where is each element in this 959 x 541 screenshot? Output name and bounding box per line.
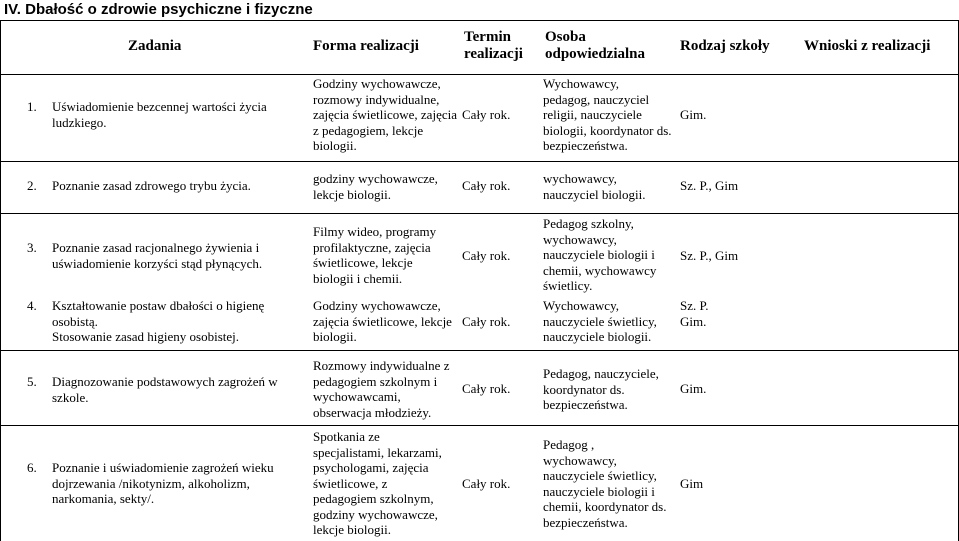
cell-zadania bbox=[52, 178, 251, 194]
row-divider bbox=[0, 213, 959, 214]
cell-forma bbox=[313, 171, 438, 202]
cell-line: koordynator ds. bbox=[543, 381, 625, 397]
cell-line: lekcje biologii. bbox=[313, 522, 391, 537]
cell-line: godziny wychowawcze, bbox=[313, 506, 438, 522]
cell-line: chemii, wychowawcy bbox=[543, 262, 657, 278]
cell-line: bezpieczeństwa. bbox=[543, 514, 628, 530]
cell-line: świetlicowe, lekcje bbox=[313, 255, 413, 270]
cell-osoba bbox=[543, 171, 646, 202]
cell-line: Sz. P., Gim bbox=[680, 248, 739, 263]
cell-rodzaj bbox=[680, 381, 706, 397]
header-bottom-border bbox=[0, 74, 959, 75]
cell-line: Godziny wychowawcze, bbox=[313, 76, 441, 91]
cell-line: Gim. bbox=[680, 381, 707, 396]
cell-line: dojrzewania /nikotynizm, alkoholizm, bbox=[52, 475, 250, 491]
cell-line: Gim. bbox=[680, 107, 707, 122]
cell-line: nauczyciele biologii i bbox=[543, 483, 655, 499]
cell-line: świetlicy. bbox=[543, 278, 593, 293]
cell-termin: Cały rok. bbox=[462, 476, 511, 491]
cell-zadania bbox=[52, 460, 274, 507]
row-divider bbox=[0, 425, 959, 426]
cell-line: Wychowawcy, bbox=[543, 298, 619, 313]
cell-line: obserwacja młodzieży. bbox=[313, 404, 432, 420]
cell-line: bezpieczeństwa. bbox=[543, 397, 628, 412]
cell-line: Rozmowy indywidualne z bbox=[313, 358, 450, 373]
cell-line: Poznanie zasad racjonalnego żywienia i bbox=[52, 240, 260, 255]
cell-line: z pedagogiem, lekcje bbox=[313, 122, 424, 138]
header-termin-line: Termin bbox=[464, 29, 511, 45]
header-osoba-odpowiedzialna bbox=[545, 29, 645, 63]
row-divider bbox=[0, 161, 959, 162]
cell-line: biologii. bbox=[313, 138, 357, 153]
cell-line: Diagnozowanie podstawowych zagrożeń w bbox=[52, 374, 278, 389]
cell-line: pedagog, nauczyciel bbox=[543, 91, 650, 107]
table-left-border bbox=[0, 20, 1, 541]
cell-termin: Cały rok. bbox=[462, 107, 511, 122]
cell-line: Sz. P. bbox=[680, 298, 709, 313]
cell-line: Filmy wideo, programy bbox=[313, 224, 437, 239]
header-termin bbox=[464, 29, 523, 63]
cell-termin: Cały rok. bbox=[462, 248, 511, 263]
cell-zadania bbox=[52, 240, 262, 271]
cell-osoba bbox=[543, 437, 666, 530]
cell-line: nauczyciel biologii. bbox=[543, 186, 646, 202]
cell-line: Pedagog , bbox=[543, 437, 595, 452]
row-number: 4. bbox=[27, 298, 37, 313]
cell-line: wychowawcy, bbox=[543, 452, 617, 468]
cell-line: Gim. bbox=[680, 313, 707, 329]
cell-line: biologii. bbox=[313, 329, 357, 344]
cell-zadania bbox=[52, 99, 267, 130]
cell-line: Wychowawcy, bbox=[543, 76, 619, 91]
row-number: 6. bbox=[27, 460, 37, 475]
cell-line: nauczyciele biologii i bbox=[543, 247, 655, 262]
header-zadania: Zadania bbox=[128, 38, 182, 54]
cell-line: Spotkania ze bbox=[313, 429, 380, 444]
cell-line: wychowawcy, bbox=[543, 171, 617, 186]
cell-osoba bbox=[543, 366, 659, 413]
cell-line: pedagogiem szkolnym, bbox=[313, 491, 434, 506]
cell-line: Pedagog szkolny, bbox=[543, 216, 634, 231]
cell-zadania bbox=[52, 374, 278, 405]
cell-rodzaj bbox=[680, 476, 703, 492]
cell-forma bbox=[313, 76, 457, 154]
cell-rodzaj bbox=[680, 298, 709, 329]
cell-line: wychowawcami, bbox=[313, 389, 401, 404]
cell-line: biologii, koordynator ds. bbox=[543, 122, 672, 138]
cell-line: Stosowanie zasad higieny osobistej. bbox=[52, 329, 240, 344]
cell-line: pedagogiem szkolnym i bbox=[313, 373, 438, 389]
header-rodzaj-szkoly: Rodzaj szkoły bbox=[680, 38, 770, 54]
cell-line: wychowawcy, bbox=[543, 231, 617, 247]
cell-line: zajęcia świetlicowe, lekcje bbox=[313, 313, 452, 329]
row-number: 3. bbox=[27, 240, 37, 255]
cell-line: nauczyciele biologii. bbox=[543, 329, 652, 344]
cell-line: specjalistami, lekarzami, bbox=[313, 444, 442, 460]
cell-termin: Cały rok. bbox=[462, 381, 511, 396]
cell-line: Poznanie zasad zdrowego trybu życia. bbox=[52, 178, 251, 193]
cell-line: szkole. bbox=[52, 389, 89, 405]
cell-forma bbox=[313, 358, 449, 420]
cell-forma bbox=[313, 298, 452, 345]
cell-forma bbox=[313, 429, 442, 538]
section-title: IV. Dbałość o zdrowie psychiczne i fizyczne bbox=[4, 1, 313, 18]
cell-line: świetlicowe, z bbox=[313, 475, 388, 491]
cell-line: chemii, koordynator ds. bbox=[543, 499, 667, 514]
header-osoba-line: Osoba bbox=[545, 29, 586, 45]
cell-line: Uświadomienie bezcennej wartości życia bbox=[52, 99, 267, 114]
cell-rodzaj bbox=[680, 248, 738, 264]
cell-line: biologii i chemii. bbox=[313, 270, 403, 286]
row-number: 1. bbox=[27, 99, 37, 114]
row-number: 5. bbox=[27, 374, 37, 389]
header-termin-line: realizacji bbox=[464, 46, 523, 62]
cell-line: Poznanie i uświadomienie zagrożeń wieku bbox=[52, 460, 274, 475]
cell-line: zajęcia świetlicowe, zajęcia bbox=[313, 107, 457, 122]
cell-osoba bbox=[543, 76, 672, 154]
cell-line: uświadomienie korzyści stąd płynących. bbox=[52, 255, 263, 271]
row-divider bbox=[0, 350, 959, 351]
header-forma-realizacji: Forma realizacji bbox=[313, 38, 419, 54]
cell-line: ludzkiego. bbox=[52, 114, 107, 130]
cell-zadania bbox=[52, 298, 264, 345]
row-number: 2. bbox=[27, 178, 37, 193]
cell-line: rozmowy indywidualne, bbox=[313, 91, 440, 107]
cell-line: Sz. P., Gim bbox=[680, 178, 739, 193]
cell-line: profilaktyczne, zajęcia bbox=[313, 239, 431, 255]
cell-rodzaj bbox=[680, 107, 706, 123]
cell-line: Kształtowanie postaw dbałości o higienę bbox=[52, 298, 265, 313]
cell-forma bbox=[313, 224, 436, 286]
cell-line: lekcje biologii. bbox=[313, 186, 391, 202]
cell-line: nauczyciele świetlicy, bbox=[543, 313, 657, 329]
cell-line: nauczyciele świetlicy, bbox=[543, 468, 657, 483]
cell-line: Godziny wychowawcze, bbox=[313, 298, 441, 313]
table-top-border bbox=[0, 20, 959, 21]
cell-line: psychologami, zajęcia bbox=[313, 460, 429, 475]
cell-rodzaj bbox=[680, 178, 738, 194]
header-wnioski: Wnioski z realizacji bbox=[804, 38, 931, 54]
cell-line: Pedagog, nauczyciele, bbox=[543, 366, 659, 381]
cell-osoba bbox=[543, 216, 656, 294]
cell-line: bezpieczeństwa. bbox=[543, 138, 628, 153]
cell-line: osobistą. bbox=[52, 313, 98, 329]
cell-line: godziny wychowawcze, bbox=[313, 171, 438, 186]
header-osoba-line: odpowiedzialna bbox=[545, 46, 646, 62]
cell-termin: Cały rok. bbox=[462, 178, 511, 193]
cell-line: religii, nauczyciele bbox=[543, 107, 642, 122]
cell-line: narkomania, sekty/. bbox=[52, 491, 155, 506]
cell-osoba bbox=[543, 298, 657, 345]
cell-termin: Cały rok. bbox=[462, 314, 511, 329]
cell-line: Gim bbox=[680, 476, 704, 491]
